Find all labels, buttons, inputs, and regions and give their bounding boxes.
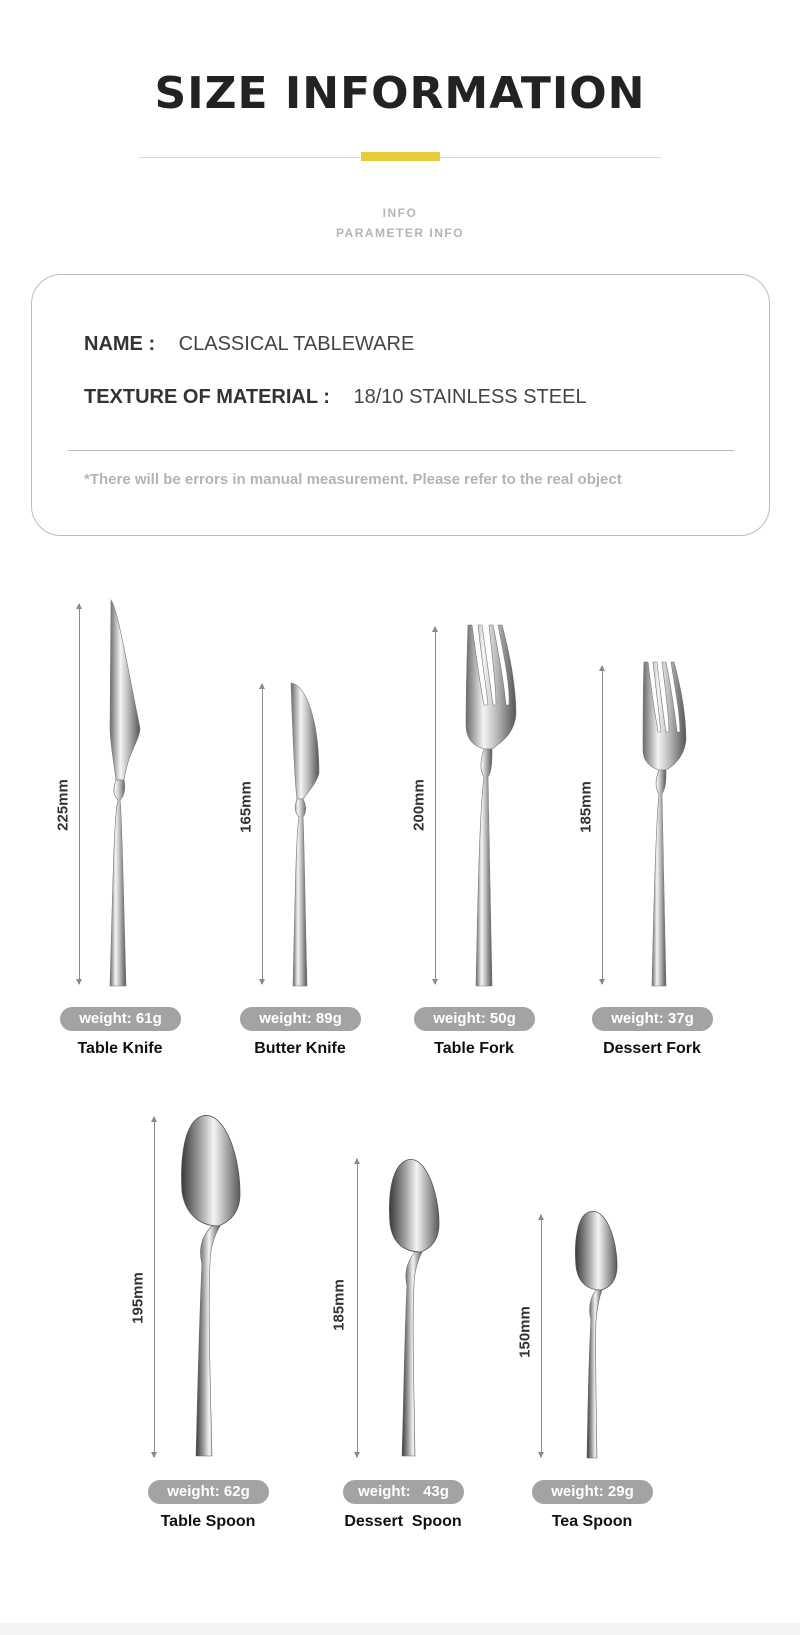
length-label: 185mm: [577, 781, 595, 833]
weight-badge: weight: 62g: [148, 1480, 269, 1504]
dimension-line: [435, 627, 436, 984]
dimension-line: [541, 1215, 542, 1457]
table-spoon-image: [182, 1114, 242, 1456]
weight-badge: weight: 37g: [592, 1007, 713, 1031]
weight-badge: weight: 61g: [60, 1007, 181, 1031]
product-name: Dessert Spoon: [344, 1513, 462, 1530]
footer-band: [0, 1623, 800, 1635]
card-divider: [68, 450, 734, 451]
length-label: 200mm: [410, 779, 428, 831]
section-subtitle: INFO: [382, 206, 418, 220]
dessert-fork-image: [643, 662, 687, 986]
table-fork-image: [466, 625, 518, 986]
material-value: 18/10 STAINLESS STEEL: [353, 386, 587, 408]
product-name: Table Fork: [434, 1040, 514, 1057]
product-name: Table Spoon: [160, 1513, 256, 1530]
parameter-card: [31, 274, 770, 536]
material-label: TEXTURE OF MATERIAL :: [84, 386, 330, 408]
product-name: Butter Knife: [254, 1040, 346, 1057]
dimension-line: [357, 1159, 358, 1457]
name-row: [84, 333, 414, 356]
name-label: NAME :: [84, 333, 156, 355]
weight-badge: weight: 29g: [532, 1480, 653, 1504]
table-knife-image: [104, 600, 144, 986]
length-label: 150mm: [516, 1306, 534, 1358]
dimension-line: [262, 684, 263, 984]
length-label: 165mm: [237, 781, 255, 833]
product-name: Dessert Fork: [603, 1040, 701, 1057]
tea-spoon-image: [575, 1210, 619, 1458]
length-label: 195mm: [129, 1272, 147, 1324]
product-name: Table Knife: [77, 1040, 163, 1057]
weight-badge: weight: 50g: [414, 1007, 535, 1031]
section-subtitle-secondary: PARAMETER INFO: [335, 226, 465, 240]
length-label: 185mm: [330, 1279, 348, 1331]
name-value: CLASSICAL TABLEWARE: [178, 333, 415, 355]
butter-knife-image: [289, 683, 323, 986]
weight-badge: weight: 89g: [240, 1007, 361, 1031]
title-accent-bar: [361, 152, 440, 161]
page-title: SIZE INFORMATION: [154, 68, 646, 119]
dessert-spoon-image: [389, 1158, 441, 1456]
product-name: Tea Spoon: [551, 1513, 633, 1530]
weight-badge: weight: 43g: [343, 1480, 464, 1504]
dimension-line: [154, 1117, 155, 1457]
measurement-note: *There will be errors in manual measurement. Please refer to the real object: [84, 471, 622, 488]
material-row: [84, 386, 587, 409]
dimension-line: [79, 604, 80, 984]
length-label: 225mm: [54, 779, 72, 831]
dimension-line: [602, 666, 603, 984]
